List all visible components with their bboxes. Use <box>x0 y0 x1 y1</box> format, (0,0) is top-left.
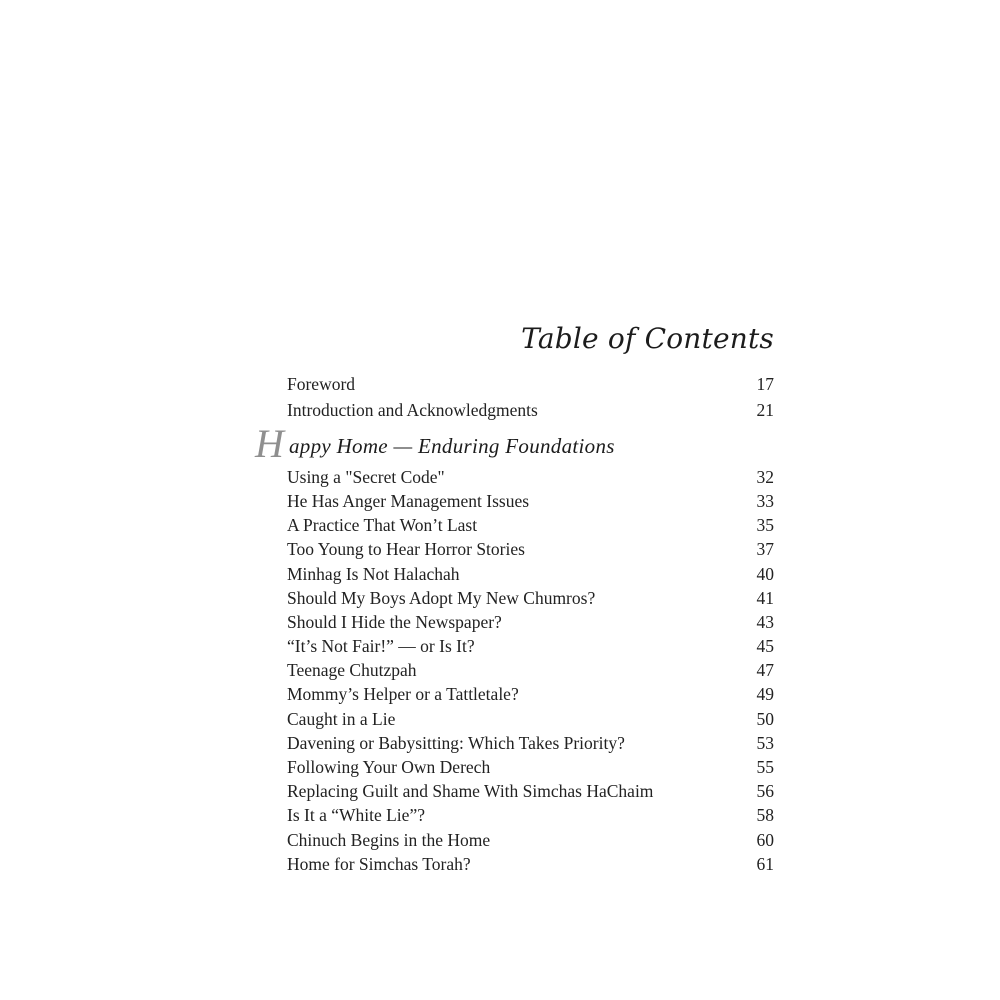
toc-entry <box>287 755 774 779</box>
toc-entry-label: Should My Boys Adopt My New Chumros? <box>287 588 596 608</box>
toc-entry <box>287 852 774 876</box>
toc-entry <box>287 803 774 827</box>
toc-entry-label: Should I Hide the Newspaper? <box>287 612 502 632</box>
toc-entry-page: 17 <box>756 374 774 394</box>
toc-entry-introduction <box>287 398 774 422</box>
toc-entry-label: Using a "Secret Code" <box>287 467 445 487</box>
toc-entry <box>287 610 774 634</box>
toc-entry-page: 53 <box>756 733 774 753</box>
toc-entry-label: Teenage Chutzpah <box>287 660 417 680</box>
toc-entry-label: Mommy’s Helper or a Tattletale? <box>287 684 519 704</box>
toc-entry-label: A Practice That Won’t Last <box>287 515 478 535</box>
toc-entry-label: Following Your Own Derech <box>287 757 491 777</box>
toc-entry-label: Minhag Is Not Halachah <box>287 564 460 584</box>
toc-entry <box>287 465 774 489</box>
toc-entry <box>287 828 774 852</box>
toc-entry-label: Replacing Guilt and Shame With Simchas HaChaim <box>287 781 654 801</box>
toc-entry-page: 61 <box>756 854 774 874</box>
toc-entry-label: Is It a “White Lie”? <box>287 805 425 825</box>
toc-entry-label: Introduction and Acknowledgments <box>287 400 538 420</box>
toc-entry <box>287 707 774 731</box>
toc-entry-page: 40 <box>756 564 774 584</box>
toc-entry-page: 60 <box>756 830 774 850</box>
toc-entry <box>287 562 774 586</box>
toc-entry <box>287 682 774 706</box>
toc-entry-page: 49 <box>756 684 774 704</box>
toc-entry-page: 33 <box>756 491 774 511</box>
toc-entry-label: He Has Anger Management Issues <box>287 491 530 511</box>
toc-entry <box>287 489 774 513</box>
toc-entry-page: 47 <box>756 660 774 680</box>
toc-entry <box>287 586 774 610</box>
toc-entry <box>287 658 774 682</box>
toc-entry-label: Foreword <box>287 374 356 394</box>
section-heading-initial: H <box>255 421 284 466</box>
toc-entry-page: 35 <box>756 515 774 535</box>
toc-entry-page: 56 <box>756 781 774 801</box>
toc-entry-label: Chinuch Begins in the Home <box>287 830 491 850</box>
section-heading-title: appy Home — Enduring Foundations <box>289 434 615 458</box>
toc-entry-page: 45 <box>756 636 774 656</box>
toc-entry-page: 50 <box>756 709 774 729</box>
toc-entry-page: 58 <box>756 805 774 825</box>
toc-entry-page: 21 <box>756 400 774 420</box>
page-title: Table of Contents <box>521 322 774 355</box>
toc-entry-label: Too Young to Hear Horror Stories <box>287 539 525 559</box>
toc-entry-page: 41 <box>756 588 774 608</box>
toc-entry-foreword <box>287 372 774 396</box>
toc-entry-label: Davening or Babysitting: Which Takes Priority? <box>287 733 625 753</box>
toc-entry-label: Home for Simchas Torah? <box>287 854 471 874</box>
toc-entry-page: 43 <box>756 612 774 632</box>
toc-entry-page: 32 <box>756 467 774 487</box>
toc-entry <box>287 779 774 803</box>
toc-entry <box>287 537 774 561</box>
toc-entry-label: “It’s Not Fair!” — or Is It? <box>287 636 475 656</box>
toc-entry <box>287 513 774 537</box>
toc-entry <box>287 731 774 755</box>
toc-entry-page: 55 <box>756 757 774 777</box>
toc-entry-page: 37 <box>756 539 774 559</box>
toc-entry-label: Caught in a Lie <box>287 709 396 729</box>
toc-entry <box>287 634 774 658</box>
